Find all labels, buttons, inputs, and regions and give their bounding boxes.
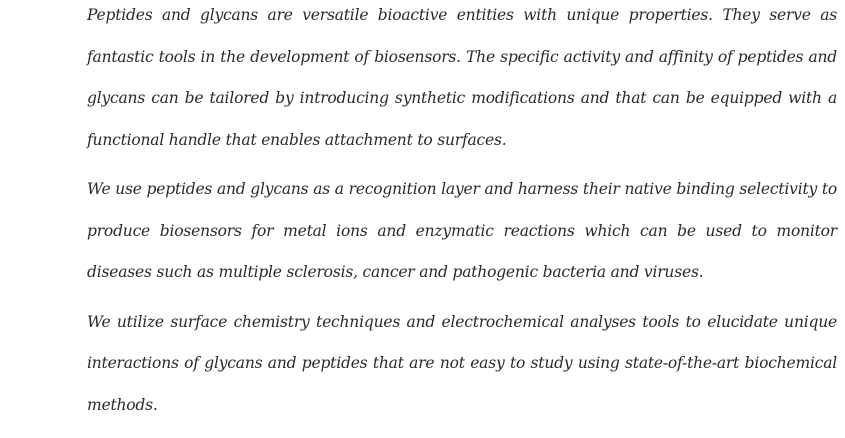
paragraph-techniques: We utilize surface chemistry techniques and electrochemical analyses tools to elucidate unique interactions of glycans and peptides that are not easy to study using state-of-the-art biochemical methods. — [87, 312, 837, 414]
text-content — [87, 0, 837, 438]
paragraph-recognition: We use peptides and glycans as a recognition layer and harness their native binding selectivity to produce biosensors for metal ions and enzymatic reactions which can be used to monitor diseases such as multiple sclerosis, cancer and pathogenic bacteria and viruses. — [87, 180, 837, 281]
paragraph-intro: Peptides and glycans are versatile bioactive entities with unique properties. They serve as fantastic tools in the development of biosensors. The specific activity and affinity of peptides and glycans can be tailored by introducing synthetic modifications and that can be equipped with a functional handle that enables attachment to surfaces. — [87, 6, 837, 149]
